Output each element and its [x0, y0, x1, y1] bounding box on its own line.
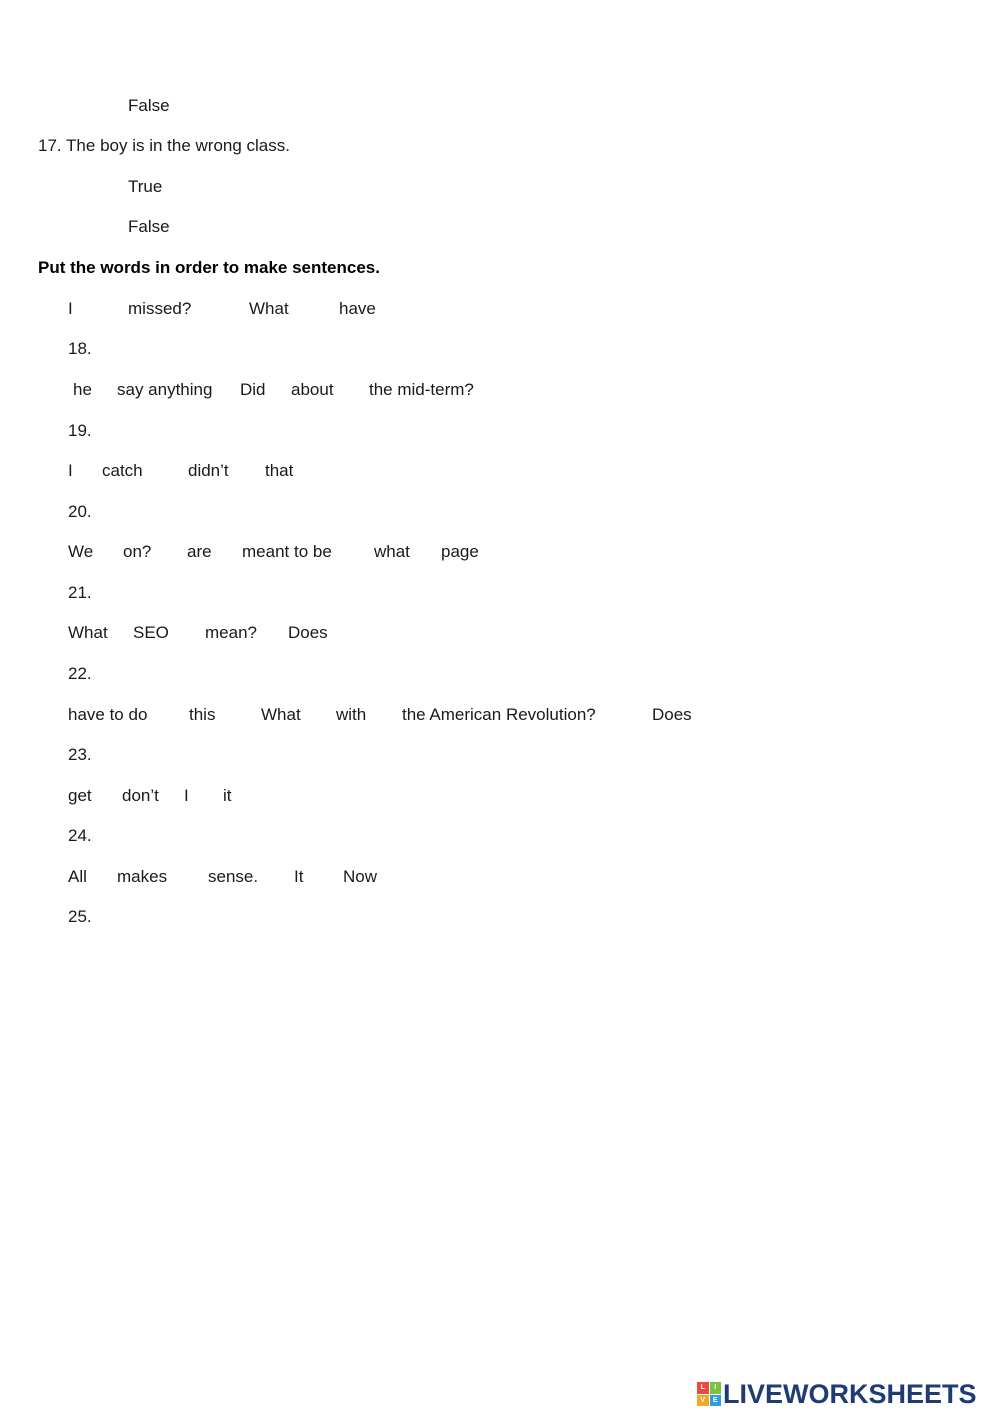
- word-chip: We: [68, 542, 94, 561]
- word-chip: Does: [652, 705, 692, 724]
- word-chip: mean?: [205, 623, 257, 642]
- word-chip: that: [265, 461, 294, 480]
- liveworksheets-logo: [697, 1380, 977, 1408]
- q17-false-option[interactable]: False: [128, 217, 170, 236]
- word-chip: All: [68, 867, 87, 886]
- word-chip: meant to be: [242, 542, 332, 561]
- word-chip: what: [374, 542, 410, 561]
- logo-wordmark: LIVEWORKSHEETS: [723, 1378, 977, 1409]
- word-chip: missed?: [128, 299, 192, 318]
- word-chip: What: [249, 299, 289, 318]
- word-chip: didn’t: [188, 461, 229, 480]
- word-chip: I: [184, 786, 189, 805]
- item-number: 21.: [68, 583, 92, 602]
- word-chip: have to do: [68, 705, 148, 724]
- item-number: 20.: [68, 502, 92, 521]
- word-chip: get: [68, 786, 92, 805]
- section-instruction: Put the words in order to make sentences.: [38, 258, 380, 277]
- logo-tile: L: [697, 1382, 709, 1394]
- word-chip: sense.: [208, 867, 259, 886]
- item-number: 19.: [68, 421, 92, 440]
- logo-tile: I: [710, 1382, 722, 1394]
- word-chip: the mid-term?: [369, 380, 474, 399]
- word-chip: the American Revolution?: [402, 705, 596, 724]
- word-chip: with: [336, 705, 367, 724]
- word-chip: on?: [123, 542, 152, 561]
- word-chip: catch: [102, 461, 143, 480]
- word-chip: Now: [343, 867, 378, 886]
- word-chip: don’t: [122, 786, 159, 805]
- q16-false-option[interactable]: False: [128, 96, 170, 115]
- logo-tile: E: [710, 1395, 722, 1407]
- logo-tile: V: [697, 1395, 709, 1407]
- item-number: 24.: [68, 826, 92, 845]
- word-chip: this: [189, 705, 216, 724]
- word-chip: say anything: [117, 380, 213, 399]
- word-chip: SEO: [133, 623, 169, 642]
- word-chip: Does: [288, 623, 328, 642]
- word-chip: he: [73, 380, 92, 399]
- liveworksheets-logo-icon: [697, 1382, 721, 1406]
- item-number: 23.: [68, 745, 92, 764]
- word-chip: are: [187, 542, 212, 561]
- word-chip: makes: [117, 867, 168, 886]
- word-chip: page: [441, 542, 479, 561]
- word-chip: What: [261, 705, 301, 724]
- q17-true-option[interactable]: True: [128, 177, 163, 196]
- q17-statement: 17. The boy is in the wrong class.: [38, 136, 290, 155]
- word-chip: I: [68, 299, 73, 318]
- word-chip: I: [68, 461, 73, 480]
- item-number: 22.: [68, 664, 92, 683]
- word-chip: It: [294, 867, 304, 886]
- word-chip: Did: [240, 380, 266, 399]
- item-number: 18.: [68, 339, 92, 358]
- item-number: 25.: [68, 907, 92, 926]
- word-chip: What: [68, 623, 108, 642]
- word-chip: about: [291, 380, 334, 399]
- word-chip: it: [223, 786, 232, 805]
- word-chip: have: [339, 299, 376, 318]
